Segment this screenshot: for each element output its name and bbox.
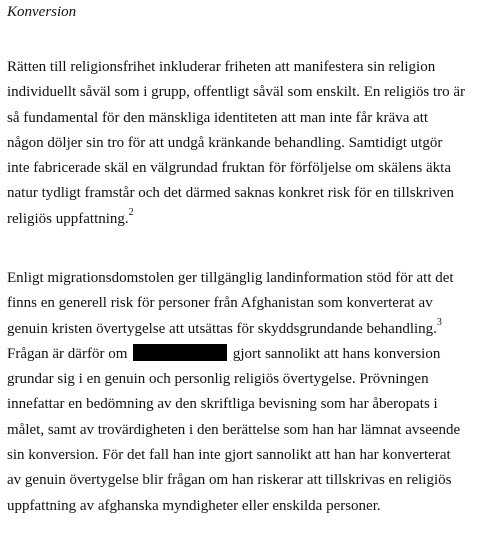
text-line: finns en generell risk för personer från Afghanistan som konverterat av xyxy=(7,295,433,312)
section-heading: Konversion xyxy=(7,4,77,20)
text-line: Enligt migrationsdomstolen ger tillgänglig landinformation stöd för att det xyxy=(7,270,454,286)
text-line: så fundamental för den mänskliga identiteten att man inte får kräva att xyxy=(7,109,429,126)
text-line xyxy=(7,207,497,232)
text-segment: Frågan är därför om xyxy=(7,345,128,362)
text-line: Rätten till religionsfrihet inkluderar friheten att manifestera sin religion xyxy=(7,59,436,75)
text-line xyxy=(7,317,497,342)
text-segment: genuin kristen övertygelse att utsättas för skyddsgrundande behandling. xyxy=(7,320,437,337)
paragraph-court-assessment xyxy=(7,266,497,519)
text-line: innefattar en bedömning av den skriftliga bevisning som har åberopats i xyxy=(7,396,438,413)
text-line: av genuin övertygelse blir frågan om han riskerar att tillskrivas en religiös xyxy=(7,472,452,489)
text-line: natur tydligt framstår och det därmed saknas konkret risk för en tillskriven xyxy=(7,185,454,202)
text-line: grundar sig i en genuin och personlig religiös övertygelse. Prövningen xyxy=(7,371,429,388)
footnote-ref: 2 xyxy=(128,206,134,218)
footnote-ref: 3 xyxy=(436,316,442,328)
paragraph-religious-freedom xyxy=(7,55,497,232)
redacted-name-box xyxy=(133,344,227,361)
text-line: målet, samt av trovärdigheten i den berättelse som han har lämnat avseende xyxy=(7,421,461,438)
text-line: uppfattning av afghanska myndigheter eller enskilda personer. xyxy=(7,497,381,514)
text-line: individuellt såväl som i grupp, offentligt såväl som enskilt. En religiös tro är xyxy=(7,84,465,101)
text-line: sin konversion. För det fall han inte gjort sannolikt att han har konverterat xyxy=(7,447,451,464)
text-segment: gjort sannolikt att hans konversion xyxy=(232,345,441,362)
text-line xyxy=(7,342,497,367)
text-line: inte fabricerade skäl en välgrundad fruktan för förföljelse om skälens äkta xyxy=(7,160,451,177)
text-segment: religiös uppfattning. xyxy=(7,210,129,227)
text-line: någon döljer sin tro för att undgå kränkande behandling. Samtidigt utgör xyxy=(7,134,443,151)
